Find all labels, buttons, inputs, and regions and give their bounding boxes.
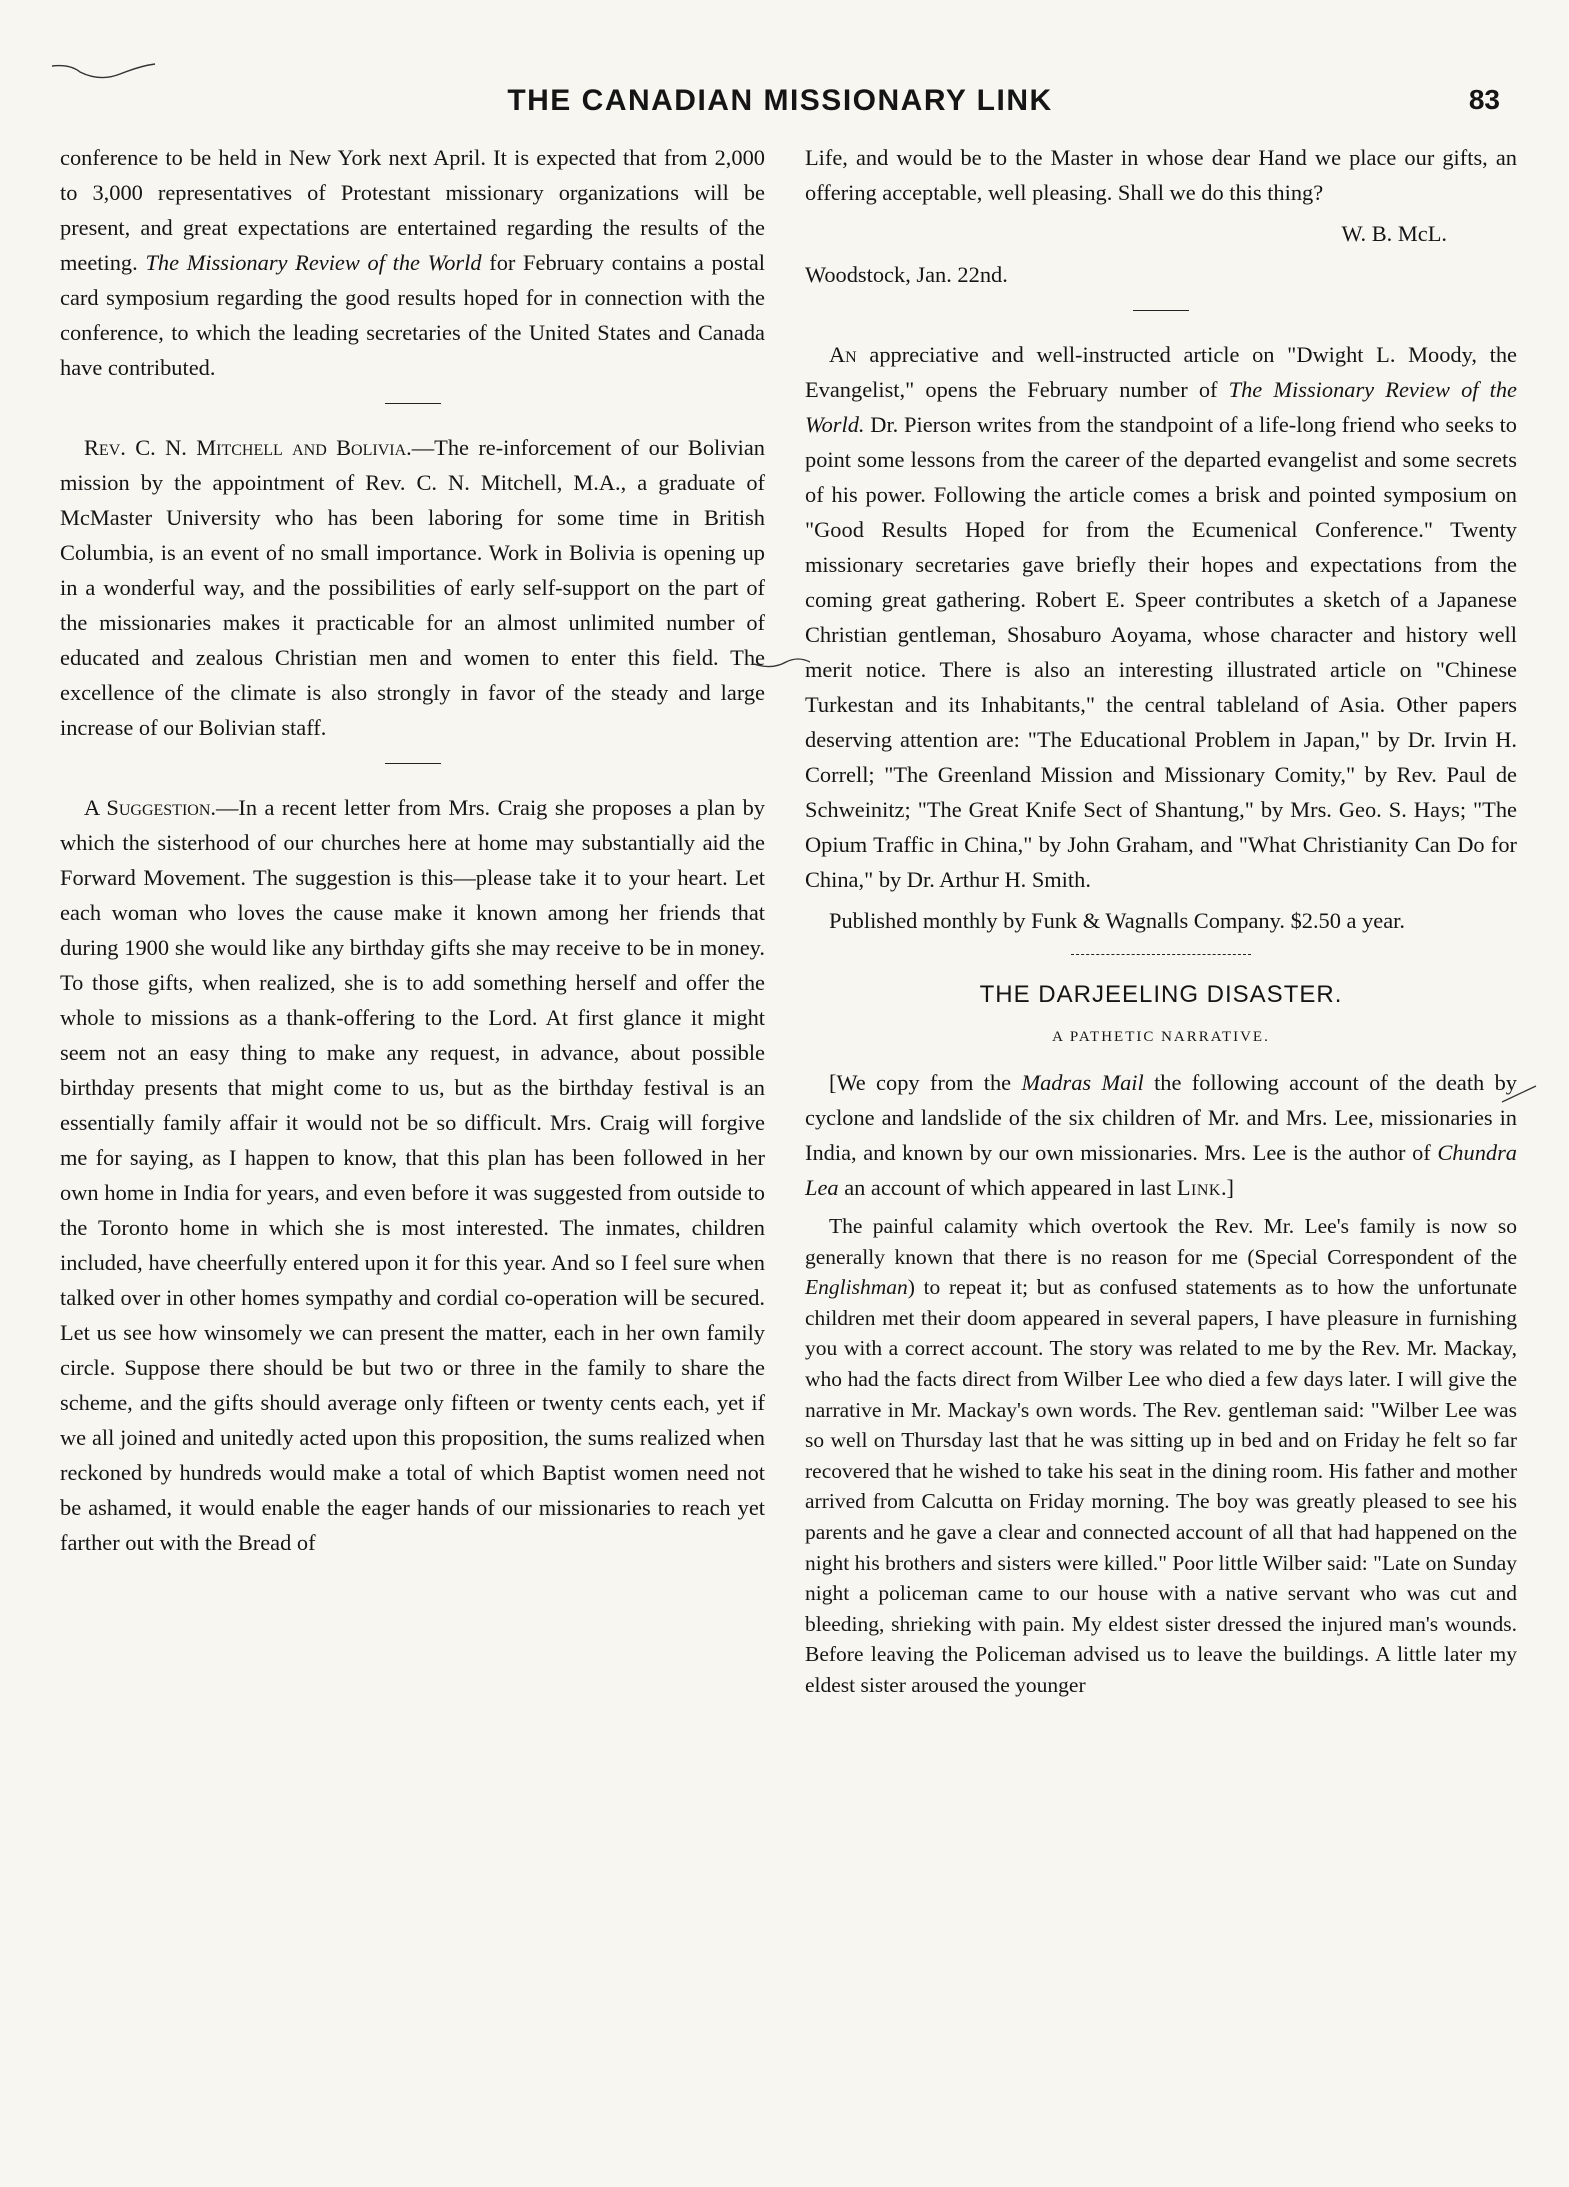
section-title: THE DARJEELING DISASTER. (979, 981, 1343, 1008)
page-header (60, 84, 1500, 128)
separator-rule (385, 403, 441, 404)
intro-paragraph: [We copy from the Madras Mail the following account of the death by cyclone and landslide of the six children of Mr. and Mrs. Lee, missionaries in India, and known by our own missionaries. Mrs. Lee is the author of Chundra Lea an account of which appeared in last Link.] (805, 1070, 1517, 1200)
review-title: The Missionary Review of the World (145, 250, 482, 275)
mitchell-paragraph: Rev. C. N. Mitchell and Bolivia.—The re-inforcement of our Bolivian mission by the appointment of Rev. C. N. Mitchell, M.A., a graduate of McMaster University who has been laboring for some time in British Columbia, is an event of no small importance. Work in Bolivia is opening up in a wonderful way, and the possibilities of early self-support on the part of the missionaries makes it practicable for an almost unlimited number of educated and zealous Christian men and women to enter this field. The excellence of the climate is also strongly in favor of the steady and large increase of our Bolivian staff. (60, 435, 766, 740)
review-title: The Missionary Review of the World. (805, 377, 1517, 437)
conference-paragraph: conference to be held in New York next April. It is expected that from 2,000 to 3,000 representatives of Protestant missionary organizations will be present, and great expectations are entertained regarding the results of the meeting. The Missionary Review of the World for February contains a postal card symposium regarding the good results hoped for in connection with the conference, to which the leading secretaries of the United States and Canada have contributed. (60, 145, 765, 380)
mitchell-heading: Rev. C. N. Mitchell and Bolivia. (84, 435, 412, 460)
review-paragraph: An appreciative and well-instructed article on "Dwight L. Moody, the Evangelist," opens the February number of The Missionary Review of the World. Dr. Pierson writes from the standpoint of a life-long friend who seeks to point some lessons from the career of the departed evangelist and some secrets of his power. Following the article comes a brisk and pointed symposium on "Good Results Hoped for from the Ecumenical Conference." Twenty missionary secretaries gave briefly their hopes and expectations from the coming great gathering. Robert E. Speer contributes a sketch of a Japanese Christian gentleman, Shosaburo Aoyama, whose character and history well merit notice. There is also an interesting illustrated article on "Chinese Turkestan and its Inhabitants," the central tableland of Asia. Other papers deserving attention are: "The Educational Problem in Japan," by Dr. Irvin H. Correll; "The Greenland Mission and Missionary Comity," by Rev. Paul de Schweinitz; "The Great Knife Sect of Shantung," by Mrs. Geo. S. Hays; "The Opium Traffic in China," by John Graham, and "What Christianity Can Do for China," by Dr. Arthur H. Smith. (805, 342, 1517, 892)
dateline: Woodstock, Jan. 22nd. (805, 262, 1008, 287)
margin-pen-mark (752, 650, 812, 680)
page-number: 83 (1468, 84, 1500, 115)
separator-rule (1071, 954, 1251, 955)
section-subtitle: A PATHETIC NARRATIVE. (1052, 1029, 1270, 1045)
left-column (60, 140, 765, 1566)
narrative-paragraph: The painful calamity which overtook the Rev. Mr. Lee's family is now so generally known that there is no reason for me (Special Correspondent of the Englishman) to repeat it; but as confused statements as to how the unfortunate children met their doom appeared in several papers, I have pleasure in furnishing you with a correct account. The story was related to me by the Rev. Mr. Mackay, who had the facts direct from Wilber Lee who died a few days later. I will give the narrative in Mr. Mackay's own words. The Rev. gentleman said: "Wilber Lee was so well on Thursday last that he was sitting up in bed and on Friday he felt so far recovered that he wished to take his seat in the dining room. His father and mother arrived from Calcutta on Friday morning. The boy was greatly pleased to see his parents and he gave a clear and connected account of all that had happened on the night his brothers and sisters were killed." Poor little Wilber said: "Late on Sunday night a policeman came to our house with a native servant who was cut and bleeding, shrieking with pain. My eldest sister dressed the injured man's wounds. Before leaving the Policeman advised us to leave the buildings. A little later my eldest sister aroused the younger (805, 1214, 1517, 1697)
journal-title: THE CANADIAN MISSIONARY LINK (507, 84, 1053, 117)
separator-rule (1133, 310, 1189, 311)
separator-rule (385, 763, 441, 764)
signature: W. B. McL. (1341, 221, 1447, 246)
published-note: Published monthly by Funk & Wagnalls Company. $2.50 a year. (829, 908, 1405, 933)
suggestion-heading: A Suggestion. (84, 795, 216, 820)
margin-pen-mark (1500, 1080, 1540, 1110)
right-column (805, 140, 1517, 1707)
suggestion-continuation: Life, and would be to the Master in whose dear Hand we place our gifts, an offering acceptable, well pleasing. Shall we do this thing? (805, 145, 1517, 205)
suggestion-paragraph: A Suggestion.—In a recent letter from Mrs. Craig she proposes a plan by which the sisterhood of our churches here at home may substantially aid the Forward Movement. The suggestion is this—please take it to your heart. Let each woman who loves the cause make it known among her friends that during 1900 she would like any birthday gifts she may receive to be in money. To those gifts, when realized, she is to add something herself and offer the whole to missions as a thank-offering to the Lord. At first glance it might seem not an easy thing to make any request, in advance, about possible birthday presents that might come to us, but as the birthday festival is an essentially family affair it would not be so difficult. Mrs. Craig will forgive me for saying, as I happen to know, that this plan has been followed in her own home in India for years, and even before it was suggested from outside to the Toronto home in which she is most interested. The inmates, children included, have cheerfully entered upon it for this year. And so I feel sure when talked over in other homes sympathy and cordial co-operation will be secured. Let us see how winsomely we can present the matter, each in her own family circle. Suppose there should be but two or three in the family to share the scheme, and the gifts should average only fifteen or twenty cents each, yet if we all joined and unitedly acted upon this proposition, the sums realized when reckoned by hundreds would make a total of which Baptist women need not be ashamed, it would enable the eager hands of our missionaries to reach yet farther out with the Bread of (60, 795, 765, 1555)
